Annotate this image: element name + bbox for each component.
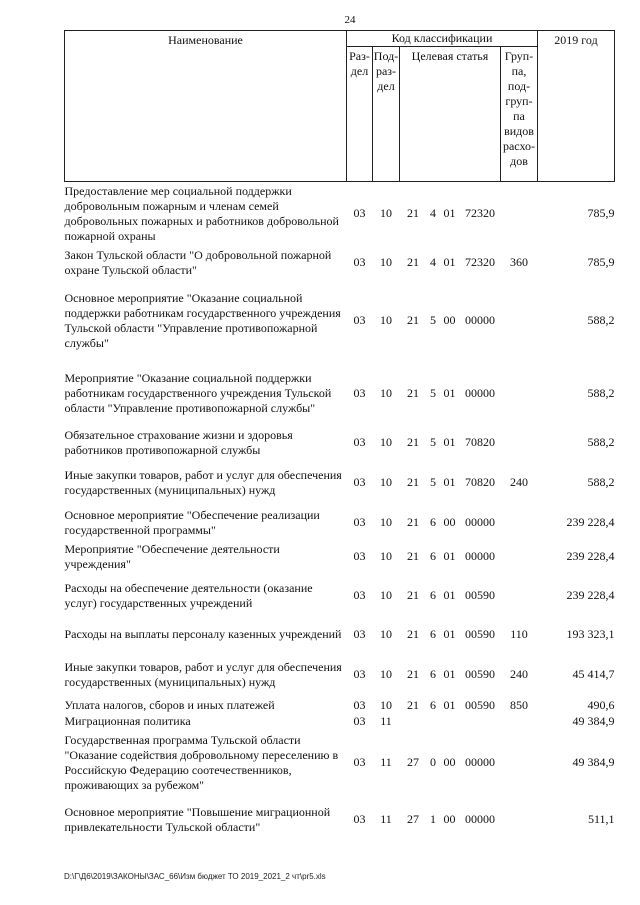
table-row (65, 540, 615, 574)
row-program: 21 (407, 386, 419, 400)
row-event: 01 (443, 255, 456, 269)
row-section: 03 (353, 588, 366, 602)
file-path-footer: D:\Г\Д6\2019\ЗАКОНЫ\ЗАС_66\Изм бюджет ТО 2019_2021_2 чт\pr5.xls (64, 872, 326, 881)
row-expense-group (501, 362, 538, 426)
header-name: Наименование (65, 31, 347, 182)
row-expense-group (501, 426, 538, 460)
row-amount: 785,9 (587, 255, 615, 269)
row-program: 21 (407, 627, 419, 641)
row-amount: 785,9 (587, 206, 615, 221)
row-event: 00 (443, 812, 456, 826)
table-row (65, 730, 615, 796)
table-row (65, 182, 615, 246)
header-section: Раз- дел (347, 47, 373, 182)
row-amount: 588,2 (587, 435, 615, 449)
row-program (400, 714, 427, 730)
row-direction: 00590 (465, 627, 495, 641)
row-program: 27 (407, 812, 419, 826)
row-section: 03 (353, 755, 366, 769)
row-subsection: 10 (380, 475, 392, 489)
header-expense-group: Груп- па, под- груп- па видов расхо- дов (501, 47, 538, 182)
row-subsection: 10 (380, 588, 392, 602)
row-program: 21 (407, 313, 419, 327)
row-amount: 193 323,1 (566, 627, 615, 641)
row-section: 03 (353, 255, 366, 269)
header-code-group: Код классификации (347, 31, 538, 47)
table-row (65, 506, 615, 540)
row-section: 03 (353, 812, 366, 826)
table-row (65, 652, 615, 698)
row-subsection: 10 (380, 386, 392, 400)
row-expense-group (501, 540, 538, 574)
table-body (65, 182, 615, 844)
row-subprogram: 6 (430, 515, 436, 529)
row-event: 01 (443, 588, 456, 602)
row-program: 21 (407, 667, 419, 681)
row-direction: 00000 (465, 313, 495, 327)
row-subprogram: 6 (430, 627, 436, 641)
row-section: 03 (353, 714, 366, 728)
table-row (65, 362, 615, 426)
row-subprogram: 6 (430, 667, 436, 681)
row-direction: 72320 (465, 206, 495, 221)
table-row (65, 698, 615, 714)
table-row (65, 280, 615, 362)
row-subprogram: 4 (430, 255, 436, 269)
table-row (65, 246, 615, 280)
row-name: Мероприятие "Обеспечение деятельности учреждения" (64, 541, 280, 571)
row-direction: 00590 (465, 667, 495, 681)
row-direction: 00590 (465, 698, 495, 712)
row-name: Расходы на выплаты персоналу казенных учреждений (64, 627, 342, 641)
row-subsection: 10 (380, 698, 392, 712)
row-section: 03 (353, 206, 366, 221)
row-direction: 00000 (465, 549, 495, 563)
row-program: 21 (407, 549, 419, 563)
row-amount: 239 228,4 (566, 515, 615, 529)
row-subsection: 11 (380, 714, 392, 728)
header-year: 2019 год (538, 31, 615, 182)
row-amount: 49 384,9 (572, 714, 615, 728)
row-event: 01 (443, 475, 456, 489)
table-row (65, 460, 615, 506)
row-subprogram: 5 (430, 313, 436, 327)
row-program: 21 (407, 515, 419, 529)
row-expense-group: 240 (510, 667, 528, 681)
row-event: 00 (443, 755, 456, 769)
row-expense-group (501, 574, 538, 618)
row-expense-group (501, 714, 538, 730)
row-section: 03 (353, 435, 366, 449)
row-subprogram: 6 (430, 698, 436, 712)
row-direction: 00000 (465, 386, 495, 400)
row-event (440, 714, 460, 730)
row-section: 03 (353, 667, 366, 681)
row-name: Предоставление мер социальной поддержки добровольным пожарным и членам семей добровольных пожарных и работников добровольной пожарной охраны (64, 183, 339, 243)
row-amount: 239 228,4 (566, 588, 615, 602)
row-amount: 239 228,4 (566, 549, 615, 563)
row-amount: 588,2 (587, 475, 615, 489)
row-subsection: 10 (380, 515, 392, 529)
row-amount: 588,2 (587, 386, 615, 400)
row-expense-group: 360 (510, 255, 528, 269)
row-program: 21 (407, 206, 419, 221)
row-subprogram: 5 (430, 386, 436, 400)
page-number: 24 (344, 14, 356, 26)
row-expense-group: 110 (510, 627, 528, 641)
row-section: 03 (353, 313, 366, 327)
row-direction: 72320 (465, 255, 495, 269)
row-direction: 70820 (465, 475, 495, 489)
row-amount: 45 414,7 (572, 667, 615, 681)
row-section: 03 (353, 698, 366, 712)
row-direction: 70820 (465, 435, 495, 449)
row-direction: 00000 (465, 755, 495, 769)
row-event: 01 (443, 435, 456, 449)
row-event: 01 (443, 386, 456, 400)
row-event: 01 (443, 627, 456, 641)
row-expense-group: 240 (510, 475, 528, 489)
row-amount: 588,2 (587, 313, 615, 327)
row-name: Государственная программа Тульской области "Оказание содействия добровольному переселению в Российскую Федерацию соотечественников, проживающих за рубежом" (64, 732, 339, 792)
row-section: 03 (353, 627, 366, 641)
row-expense-group (501, 182, 538, 246)
budget-table (64, 30, 615, 844)
row-subsection: 11 (380, 812, 392, 826)
row-subprogram: 6 (430, 588, 436, 602)
table-row (65, 574, 615, 618)
row-subsection: 10 (380, 255, 392, 269)
row-expense-group (501, 506, 538, 540)
row-direction: 00590 (465, 588, 495, 602)
row-event: 01 (443, 667, 456, 681)
row-program: 21 (407, 475, 419, 489)
row-program: 21 (407, 255, 419, 269)
row-section: 03 (353, 386, 366, 400)
row-name: Миграционная политика (64, 714, 191, 728)
row-expense-group: 850 (510, 698, 528, 712)
row-event: 01 (443, 549, 456, 563)
row-program: 27 (407, 755, 419, 769)
table-row (65, 618, 615, 652)
row-subprogram: 5 (430, 475, 436, 489)
row-program: 21 (407, 588, 419, 602)
row-direction: 00000 (465, 812, 495, 826)
row-section: 03 (353, 515, 366, 529)
row-name: Основное мероприятие "Обеспечение реализации государственной программы" (64, 507, 320, 537)
row-name: Иные закупки товаров, работ и услуг для обеспечения государственных (муниципальных) нужд (64, 659, 342, 689)
table-header (65, 31, 615, 182)
row-subprogram: 4 (430, 206, 436, 221)
row-event: 01 (443, 698, 456, 712)
row-subsection: 11 (380, 755, 392, 769)
row-subsection: 10 (380, 206, 392, 221)
row-subprogram (427, 714, 440, 730)
table-row (65, 426, 615, 460)
row-name: Закон Тульской области "О добровольной пожарной охране Тульской области" (64, 247, 332, 277)
row-program: 21 (407, 698, 419, 712)
row-subprogram: 6 (430, 549, 436, 563)
row-subsection: 10 (380, 549, 392, 563)
row-name: Основное мероприятие "Оказание социальной поддержки работникам государственного учреждения Тульской области "Управление противопожарной службы" (64, 290, 341, 350)
row-amount: 490,6 (587, 698, 615, 712)
row-name: Основное мероприятие "Повышение миграционной привлекательности Тульской области" (64, 804, 331, 834)
row-program: 21 (407, 435, 419, 449)
row-direction: 00000 (465, 515, 495, 529)
row-name: Мероприятие "Оказание социальной поддержки работникам государственного учреждения Тульской области "Управление противопожарной службы" (64, 371, 332, 415)
header-subsection: Под- раз- дел (373, 47, 400, 182)
row-subprogram: 1 (430, 812, 436, 826)
row-expense-group (501, 730, 538, 796)
row-direction (460, 714, 501, 730)
row-expense-group (501, 796, 538, 844)
row-name: Обязательное страхование жизни и здоровья работников противопожарной службы (64, 427, 293, 457)
row-subsection: 10 (380, 435, 392, 449)
row-amount: 49 384,9 (572, 755, 615, 769)
row-subprogram: 5 (430, 435, 436, 449)
row-expense-group (501, 280, 538, 362)
table-row (65, 714, 615, 730)
row-name: Расходы на обеспечение деятельности (оказание услуг) государственных учреждений (64, 580, 313, 610)
row-amount: 511,1 (587, 812, 615, 826)
header-target-article: Целевая статья (400, 47, 501, 182)
row-subsection: 10 (380, 627, 392, 641)
row-event: 00 (443, 515, 456, 529)
row-name: Иные закупки товаров, работ и услуг для обеспечения государственных (муниципальных) нужд (64, 467, 342, 497)
row-event: 00 (443, 313, 456, 327)
row-section: 03 (353, 549, 366, 563)
row-subsection: 10 (380, 313, 392, 327)
row-section: 03 (353, 475, 366, 489)
row-event: 01 (443, 206, 456, 221)
table-row (65, 796, 615, 844)
row-subprogram: 0 (430, 755, 436, 769)
row-subsection: 10 (380, 667, 392, 681)
row-name: Уплата налогов, сборов и иных платежей (64, 698, 275, 712)
